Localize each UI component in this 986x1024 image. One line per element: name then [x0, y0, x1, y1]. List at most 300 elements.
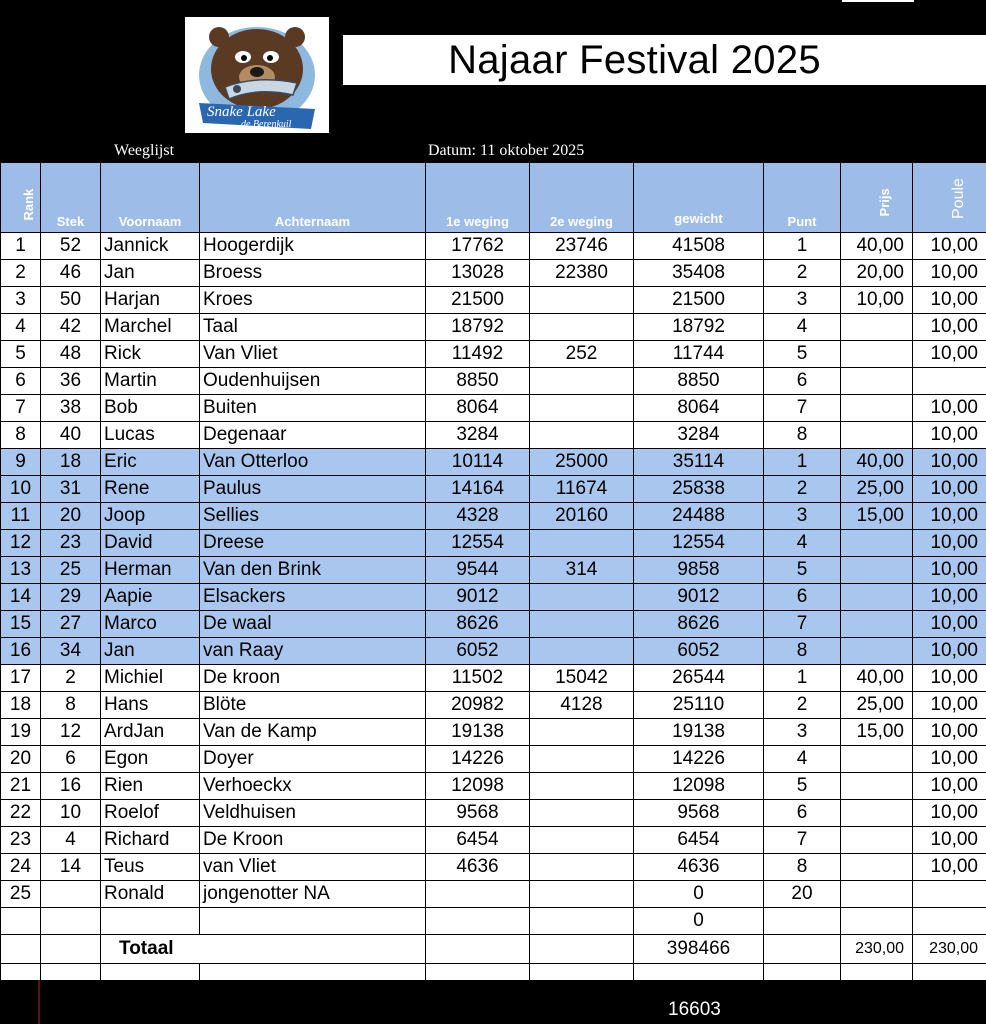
col-weging2: 2e weging: [530, 163, 634, 233]
cell-gewicht: 41508: [634, 233, 764, 260]
cell-voornaam: Harjan: [101, 287, 200, 314]
cell-achternaam: Elsackers: [200, 584, 426, 611]
table-row: [1, 314, 986, 341]
table-row: [1, 449, 986, 476]
cell-poule: 10,00: [913, 827, 986, 854]
cell-prijs: 40,00: [841, 665, 913, 692]
cell-w1: 8064: [426, 395, 530, 422]
cell-gewicht: 8626: [634, 611, 764, 638]
table-row: [1, 476, 986, 503]
bear-logo-icon: [185, 17, 329, 133]
col-prijs: Prijs: [841, 163, 913, 233]
cell-w1: 8850: [426, 368, 530, 395]
cell-poule: 10,00: [913, 854, 986, 881]
page-title: Najaar Festival 2025: [448, 37, 821, 82]
cell-gewicht: 19138: [634, 719, 764, 746]
cell-prijs: 15,00: [841, 719, 913, 746]
cell-stek: [41, 908, 101, 935]
cell-prijs: [841, 827, 913, 854]
cell-rank: [1, 908, 41, 935]
cell-gewicht: 12098: [634, 773, 764, 800]
cell-voornaam: Bob: [101, 395, 200, 422]
cell-poule: [913, 881, 986, 908]
cell-w1: 8626: [426, 611, 530, 638]
cell-prijs: 10,00: [841, 287, 913, 314]
col-poule: Poule: [913, 163, 986, 233]
cell-voornaam: Jan: [101, 260, 200, 287]
cell-gewicht: 6052: [634, 638, 764, 665]
cell-gewicht: 3284: [634, 422, 764, 449]
cell-rank: 8: [1, 422, 41, 449]
footer-value: 16603: [668, 999, 721, 1020]
cell-poule: 10,00: [913, 611, 986, 638]
cell-voornaam: Rick: [101, 341, 200, 368]
cell-voornaam: Egon: [101, 746, 200, 773]
cell-achternaam: Van de Kamp: [200, 719, 426, 746]
cell-w2: [530, 611, 634, 638]
cell-voornaam: Joop: [101, 503, 200, 530]
cell-w2: [530, 908, 634, 935]
cell-punt: 2: [764, 476, 841, 503]
cell-rank: 7: [1, 395, 41, 422]
cell-gewicht: 18792: [634, 314, 764, 341]
cell-w2: 22380: [530, 260, 634, 287]
cell-prijs: [841, 746, 913, 773]
cell-gewicht: 0: [634, 908, 764, 935]
totaal-prijs: 230,00: [841, 935, 913, 964]
cell-voornaam: Marco: [101, 611, 200, 638]
table-row: [1, 260, 986, 287]
cell-achternaam: Dreese: [200, 530, 426, 557]
table-row: [1, 854, 986, 881]
cell-achternaam: De Kroon: [200, 827, 426, 854]
cell-voornaam: Rien: [101, 773, 200, 800]
cell-prijs: [841, 800, 913, 827]
cell-voornaam: Roelof: [101, 800, 200, 827]
cell-gewicht: 35408: [634, 260, 764, 287]
cell-rank: 3: [1, 287, 41, 314]
cell-achternaam: Veldhuisen: [200, 800, 426, 827]
cell-prijs: [841, 611, 913, 638]
cell-poule: 10,00: [913, 746, 986, 773]
table-row: [1, 503, 986, 530]
cell-voornaam: Michiel: [101, 665, 200, 692]
cell-w2: [530, 638, 634, 665]
col-rank: Rank: [1, 163, 41, 233]
table-row: [1, 422, 986, 449]
cell-w2: 11674: [530, 476, 634, 503]
cell-achternaam: De waal: [200, 611, 426, 638]
cell-stek: 16: [41, 773, 101, 800]
cell-voornaam: Eric: [101, 449, 200, 476]
cell-stek: 34: [41, 638, 101, 665]
table-row: [1, 611, 986, 638]
cell-achternaam: Buiten: [200, 395, 426, 422]
cell-w1: 6052: [426, 638, 530, 665]
cell-prijs: [841, 368, 913, 395]
cell-w1: 9012: [426, 584, 530, 611]
cell-prijs: [841, 881, 913, 908]
cell-punt: 4: [764, 530, 841, 557]
cell-achternaam: Doyer: [200, 746, 426, 773]
cell-gewicht: 35114: [634, 449, 764, 476]
logo: [185, 17, 329, 133]
cell-w1: 9568: [426, 800, 530, 827]
cell-prijs: 40,00: [841, 233, 913, 260]
cell-rank: 5: [1, 341, 41, 368]
cell-gewicht: 21500: [634, 287, 764, 314]
cell-stek: 36: [41, 368, 101, 395]
cell-w2: 23746: [530, 233, 634, 260]
cell-voornaam: Teus: [101, 854, 200, 881]
cell-poule: 10,00: [913, 287, 986, 314]
weigh-table: [0, 162, 986, 991]
table-row: [1, 800, 986, 827]
cell-stek: 50: [41, 287, 101, 314]
cell-poule: 10,00: [913, 773, 986, 800]
cell-prijs: [841, 584, 913, 611]
cell-punt: 5: [764, 557, 841, 584]
cell-w2: 252: [530, 341, 634, 368]
cell-voornaam: ArdJan: [101, 719, 200, 746]
totaal-gewicht: 398466: [634, 935, 764, 964]
cell-achternaam: [200, 908, 426, 935]
cell-punt: 8: [764, 854, 841, 881]
cell-gewicht: 4636: [634, 854, 764, 881]
cell-punt: 1: [764, 449, 841, 476]
cell-poule: 10,00: [913, 233, 986, 260]
cell-stek: 6: [41, 746, 101, 773]
cell-punt: 3: [764, 503, 841, 530]
cell-rank: 13: [1, 557, 41, 584]
cell-rank: 6: [1, 368, 41, 395]
cell-stek: 46: [41, 260, 101, 287]
cell-stek: 23: [41, 530, 101, 557]
totals-row: [1, 935, 986, 964]
col-stek: Stek: [41, 163, 101, 233]
cell-achternaam: De kroon: [200, 665, 426, 692]
cell-stek: 12: [41, 719, 101, 746]
cell-achternaam: Van den Brink: [200, 557, 426, 584]
cell-rank: 20: [1, 746, 41, 773]
cell-stek: 2: [41, 665, 101, 692]
cell-punt: 6: [764, 584, 841, 611]
cell-w1: 21500: [426, 287, 530, 314]
cell-achternaam: Verhoeckx: [200, 773, 426, 800]
cell-punt: 2: [764, 692, 841, 719]
cell-w1: 10114: [426, 449, 530, 476]
cell-poule: 10,00: [913, 719, 986, 746]
cell-rank: 4: [1, 314, 41, 341]
cell-voornaam: David: [101, 530, 200, 557]
header-mark: [842, 0, 914, 2]
cell-poule: [913, 368, 986, 395]
cell-punt: 8: [764, 422, 841, 449]
cell-rank: 25: [1, 881, 41, 908]
cell-prijs: [841, 314, 913, 341]
logo-text-2: de Berenkuil: [241, 119, 292, 130]
cell-prijs: [841, 638, 913, 665]
cell-rank: 9: [1, 449, 41, 476]
cell-rank: 15: [1, 611, 41, 638]
cell-punt: 6: [764, 800, 841, 827]
cell-stek: 29: [41, 584, 101, 611]
cell-stek: 8: [41, 692, 101, 719]
cell-poule: 10,00: [913, 557, 986, 584]
sub-header: [0, 140, 986, 162]
cell-poule: 10,00: [913, 800, 986, 827]
table-row: [1, 638, 986, 665]
cell-voornaam: Herman: [101, 557, 200, 584]
table-row: [1, 341, 986, 368]
cell-stek: 4: [41, 827, 101, 854]
cell-w1: 14226: [426, 746, 530, 773]
table-row: [1, 368, 986, 395]
cell-w1: [426, 908, 530, 935]
cell-prijs: [841, 341, 913, 368]
cell-stek: 27: [41, 611, 101, 638]
cell-w1: 4328: [426, 503, 530, 530]
cell-rank: 17: [1, 665, 41, 692]
cell-w2: [530, 584, 634, 611]
cell-voornaam: Hans: [101, 692, 200, 719]
cell-w1: 17762: [426, 233, 530, 260]
cell-punt: 7: [764, 611, 841, 638]
cell-punt: 1: [764, 665, 841, 692]
cell-voornaam: Aapie: [101, 584, 200, 611]
table-row: [1, 746, 986, 773]
cell-poule: 10,00: [913, 584, 986, 611]
table-row: [1, 665, 986, 692]
cell-voornaam: Jannick: [101, 233, 200, 260]
cell-poule: 10,00: [913, 638, 986, 665]
cell-w2: [530, 800, 634, 827]
cell-gewicht: 9012: [634, 584, 764, 611]
cell-prijs: 25,00: [841, 692, 913, 719]
cell-voornaam: Marchel: [101, 314, 200, 341]
cell-stek: 52: [41, 233, 101, 260]
cell-punt: 3: [764, 719, 841, 746]
cell-achternaam: Broess: [200, 260, 426, 287]
cell-w2: [530, 368, 634, 395]
cell-rank: 19: [1, 719, 41, 746]
cell-w2: [530, 827, 634, 854]
cell-voornaam: Richard: [101, 827, 200, 854]
cell-w2: 314: [530, 557, 634, 584]
cell-prijs: [841, 557, 913, 584]
cell-punt: 7: [764, 395, 841, 422]
cell-w1: 6454: [426, 827, 530, 854]
table-row: [1, 881, 986, 908]
footer-divider: [38, 980, 40, 1024]
cell-achternaam: Blöte: [200, 692, 426, 719]
cell-w2: [530, 773, 634, 800]
cell-rank: 22: [1, 800, 41, 827]
cell-gewicht: 9858: [634, 557, 764, 584]
cell-w2: [530, 854, 634, 881]
table-row: [1, 719, 986, 746]
table-row: [1, 692, 986, 719]
cell-w2: [530, 530, 634, 557]
table-row: [1, 287, 986, 314]
cell-w1: 18792: [426, 314, 530, 341]
cell-gewicht: 25110: [634, 692, 764, 719]
cell-prijs: [841, 773, 913, 800]
cell-punt: 1: [764, 233, 841, 260]
table-row: [1, 233, 986, 260]
cell-w1: 3284: [426, 422, 530, 449]
cell-prijs: [841, 854, 913, 881]
header-row: [1, 163, 986, 233]
cell-stek: [41, 881, 101, 908]
cell-poule: 10,00: [913, 422, 986, 449]
col-achternaam: Achternaam: [200, 163, 426, 233]
cell-w2: [530, 422, 634, 449]
cell-poule: [913, 908, 986, 935]
cell-stek: 42: [41, 314, 101, 341]
cell-prijs: 15,00: [841, 503, 913, 530]
cell-achternaam: Degenaar: [200, 422, 426, 449]
cell-w2: 25000: [530, 449, 634, 476]
cell-achternaam: Sellies: [200, 503, 426, 530]
cell-achternaam: van Vliet: [200, 854, 426, 881]
cell-w1: 14164: [426, 476, 530, 503]
cell-stek: 31: [41, 476, 101, 503]
cell-gewicht: 0: [634, 881, 764, 908]
cell-poule: 10,00: [913, 692, 986, 719]
datum-label: Datum: 11 oktober 2025: [428, 142, 585, 159]
cell-rank: 21: [1, 773, 41, 800]
cell-w2: [530, 395, 634, 422]
cell-rank: 18: [1, 692, 41, 719]
table-body: [1, 233, 986, 935]
cell-w2: 20160: [530, 503, 634, 530]
footer-bar: [0, 980, 986, 1024]
cell-achternaam: Taal: [200, 314, 426, 341]
cell-stek: 18: [41, 449, 101, 476]
cell-stek: 25: [41, 557, 101, 584]
totaal-poule: 230,00: [913, 935, 986, 964]
cell-w2: [530, 719, 634, 746]
cell-w2: [530, 287, 634, 314]
cell-punt: 2: [764, 260, 841, 287]
cell-gewicht: 12554: [634, 530, 764, 557]
table-row: [1, 395, 986, 422]
cell-stek: 48: [41, 341, 101, 368]
table-row: [1, 773, 986, 800]
table-row: [1, 584, 986, 611]
cell-w1: [426, 881, 530, 908]
table-row: [1, 557, 986, 584]
cell-w2: [530, 881, 634, 908]
cell-w1: 12098: [426, 773, 530, 800]
cell-poule: 10,00: [913, 503, 986, 530]
cell-prijs: 40,00: [841, 449, 913, 476]
cell-achternaam: Paulus: [200, 476, 426, 503]
col-weging1: 1e weging: [426, 163, 530, 233]
cell-gewicht: 14226: [634, 746, 764, 773]
cell-gewicht: 25838: [634, 476, 764, 503]
cell-achternaam: jongenotter NA: [200, 881, 426, 908]
cell-gewicht: 9568: [634, 800, 764, 827]
cell-poule: 10,00: [913, 449, 986, 476]
cell-voornaam: Rene: [101, 476, 200, 503]
cell-punt: 4: [764, 314, 841, 341]
header-area: [0, 0, 986, 162]
cell-w1: 9544: [426, 557, 530, 584]
weeglijst-label: Weeglijst: [114, 142, 175, 159]
cell-prijs: 20,00: [841, 260, 913, 287]
cell-w2: 4128: [530, 692, 634, 719]
title-box: [343, 35, 986, 85]
cell-poule: 10,00: [913, 665, 986, 692]
cell-voornaam: Lucas: [101, 422, 200, 449]
cell-w2: 15042: [530, 665, 634, 692]
cell-achternaam: Kroes: [200, 287, 426, 314]
cell-poule: 10,00: [913, 530, 986, 557]
cell-w1: 4636: [426, 854, 530, 881]
cell-rank: 14: [1, 584, 41, 611]
cell-w2: [530, 314, 634, 341]
cell-w2: [530, 746, 634, 773]
cell-rank: 12: [1, 530, 41, 557]
cell-poule: 10,00: [913, 395, 986, 422]
cell-voornaam: Jan: [101, 638, 200, 665]
cell-poule: 10,00: [913, 476, 986, 503]
cell-stek: 40: [41, 422, 101, 449]
col-voornaam: Voornaam: [101, 163, 200, 233]
cell-gewicht: 11744: [634, 341, 764, 368]
cell-prijs: 25,00: [841, 476, 913, 503]
cell-w1: 12554: [426, 530, 530, 557]
cell-achternaam: Oudenhuijsen: [200, 368, 426, 395]
cell-poule: 10,00: [913, 260, 986, 287]
cell-gewicht: 24488: [634, 503, 764, 530]
cell-punt: 5: [764, 341, 841, 368]
cell-punt: 20: [764, 881, 841, 908]
cell-prijs: [841, 908, 913, 935]
cell-punt: 7: [764, 827, 841, 854]
cell-rank: 11: [1, 503, 41, 530]
cell-achternaam: van Raay: [200, 638, 426, 665]
cell-punt: 5: [764, 773, 841, 800]
col-punt: Punt: [764, 163, 841, 233]
cell-achternaam: Van Vliet: [200, 341, 426, 368]
table-row: [1, 530, 986, 557]
cell-punt: 4: [764, 746, 841, 773]
cell-prijs: [841, 530, 913, 557]
cell-stek: 10: [41, 800, 101, 827]
totaal-label: Totaal: [101, 935, 426, 964]
logo-text-1: Snake Lake: [207, 104, 276, 120]
cell-voornaam: Martin: [101, 368, 200, 395]
cell-gewicht: 8064: [634, 395, 764, 422]
cell-rank: 1: [1, 233, 41, 260]
cell-w1: 20982: [426, 692, 530, 719]
cell-rank: 2: [1, 260, 41, 287]
cell-gewicht: 8850: [634, 368, 764, 395]
cell-achternaam: Van Otterloo: [200, 449, 426, 476]
cell-prijs: [841, 395, 913, 422]
table-row: [1, 827, 986, 854]
cell-punt: [764, 908, 841, 935]
cell-voornaam: [101, 908, 200, 935]
cell-w1: 19138: [426, 719, 530, 746]
cell-stek: 14: [41, 854, 101, 881]
cell-gewicht: 6454: [634, 827, 764, 854]
table-row: [1, 908, 986, 935]
cell-punt: 3: [764, 287, 841, 314]
